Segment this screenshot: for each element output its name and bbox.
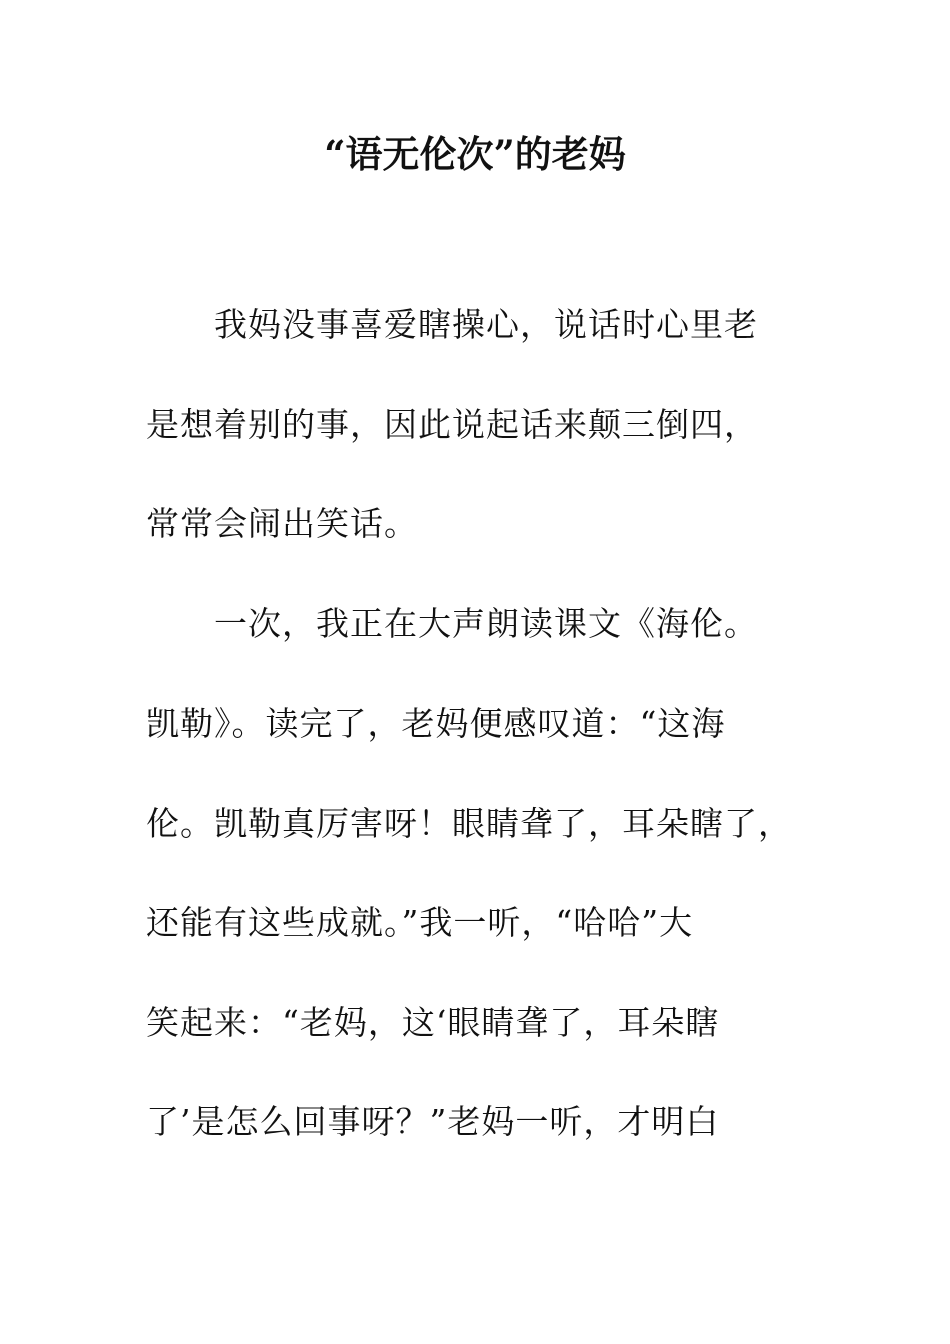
paragraph-1-line-3: 常常会闹出笑话。	[146, 504, 418, 543]
paragraph-2-line-2: 凯勒》。读完了，老妈便感叹道：“这海	[146, 704, 726, 743]
paragraph-1-line-1: 我妈没事喜爱瞎操心，说话时心里老	[214, 305, 758, 344]
paragraph-2-line-4: 还能有这些成就。”我一听，“哈哈”大	[146, 903, 694, 942]
document-title: “语无伦次”的老妈	[324, 132, 626, 176]
paragraph-2-line-6: 了’是怎么回事呀？”老妈一听，才明白	[146, 1102, 720, 1141]
paragraph-1-line-2: 是想着别的事，因此说起话来颠三倒四，	[146, 405, 758, 444]
paragraph-2-line-1: 一次，我正在大声朗读课文《海伦。	[214, 604, 758, 643]
paragraph-2-line-5: 笑起来：“老妈，这‘眼睛聋了，耳朵瞎	[146, 1003, 720, 1042]
paragraph-2-line-3: 伦。凯勒真厉害呀！眼睛聋了，耳朵瞎了，	[146, 804, 792, 843]
